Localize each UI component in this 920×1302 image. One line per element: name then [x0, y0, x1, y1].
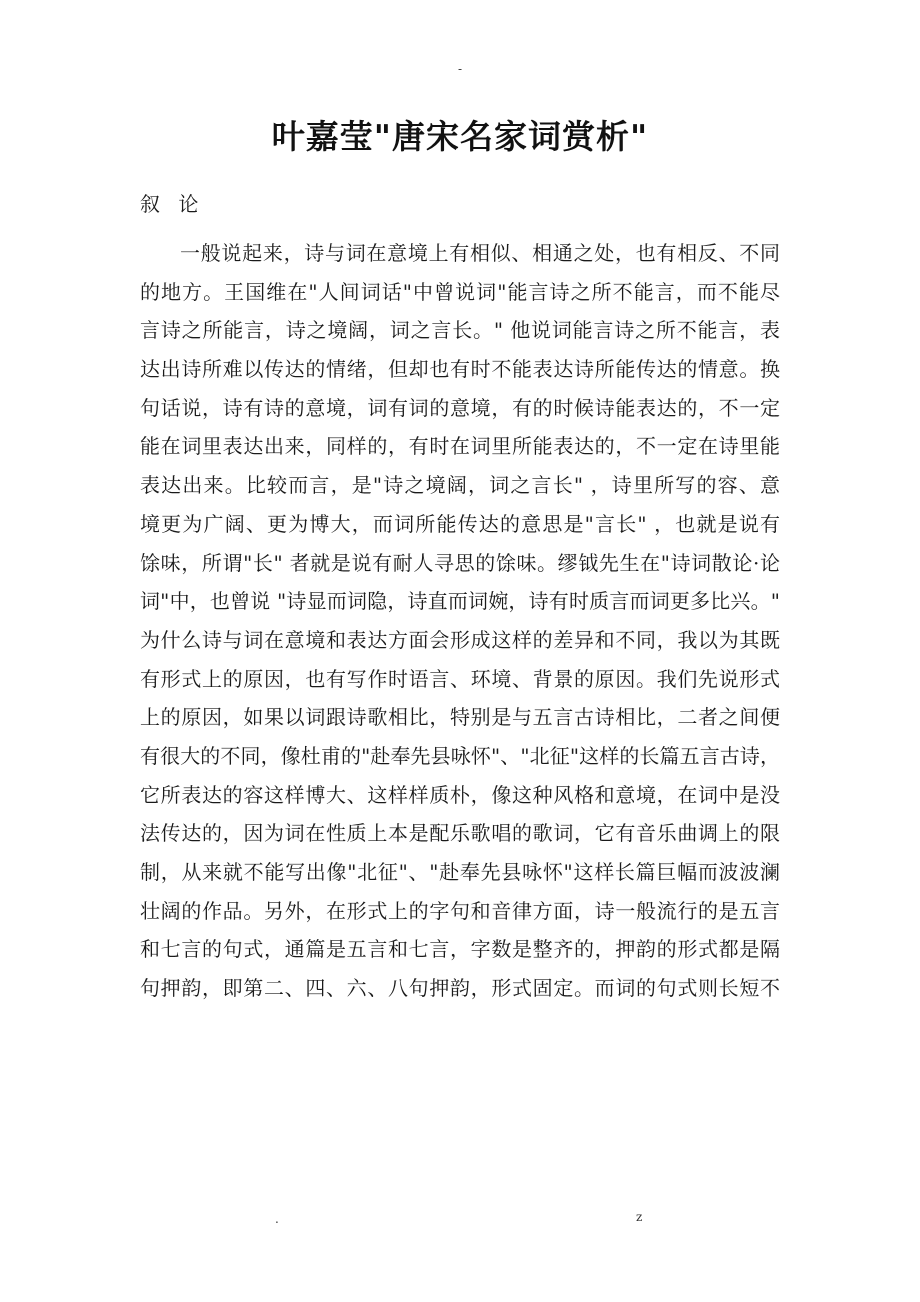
paragraph-line: 能在词里表达出来，同样的，有时在词里所能表达的，不一定在诗里能: [140, 434, 780, 459]
page-footer-left-mark: .: [275, 1212, 279, 1226]
paragraph-line: 一般说起来，诗与词在意境上有相似、相通之处，也有相反、不同: [180, 241, 780, 265]
paragraph-line: 的地方。王国维在"人间词话"中曾说词"能言诗之所不能言，而不能尽: [140, 279, 780, 304]
section-heading: 叙 论: [140, 192, 205, 216]
paragraph-line: 境更为广阔、更为博大，而词所能传达的意思是"言长" ，也就是说有: [140, 511, 780, 536]
paragraph-line: 它所表达的容这样博大、这样样质朴，像这种风格和意境，在词中是没: [140, 782, 780, 807]
paragraph-line: 有形式上的原因，也有写作时语言、环境、背景的原因。我们先说形式: [140, 666, 780, 691]
paragraph-line: 馀味，所谓"长" 者就是说有耐人寻思的馀味。缪钺先生在"诗词散论·论: [140, 550, 780, 575]
paragraph-line: 言诗之所能言，诗之境阔，词之言长。" 他说词能言诗之所不能言，表: [140, 318, 780, 343]
page-header-mark: -: [457, 62, 463, 76]
paragraph-line: 句话说，诗有诗的意境，词有词的意境，有的时候诗能表达的，不一定: [140, 395, 780, 420]
paragraph-line: 为什么诗与词在意境和表达方面会形成这样的差异和不同，我以为其既: [140, 627, 780, 652]
paragraph-line: 壮阔的作品。另外，在形式上的字句和音律方面，诗一般流行的是五言: [140, 898, 780, 923]
paragraph-line: 上的原因，如果以词跟诗歌相比，特别是与五言古诗相比，二者之间便: [140, 705, 780, 730]
paragraph-line: 法传达的，因为词在性质上本是配乐歌唱的歌词，它有音乐曲调上的限: [140, 821, 780, 846]
document-title: 叶嘉莹"唐宋名家词赏析": [271, 117, 649, 156]
paragraph-line: 词"中，也曾说 "诗显而词隐，诗直而词婉，诗有时质言而词更多比兴。": [140, 589, 780, 614]
paragraph-line: 表达出来。比较而言，是"诗之境阔，词之言长" ，诗里所写的容、意: [140, 473, 780, 498]
body-paragraph: [140, 234, 780, 1008]
paragraph-line: 有很大的不同，像杜甫的"赴奉先县咏怀"、"北征"这样的长篇五言古诗，: [140, 743, 780, 768]
paragraph-line: 达出诗所难以传达的情绪，但却也有时不能表达诗所能传达的情意。换: [140, 357, 780, 382]
paragraph-line: 制，从来就不能写出像"北征"、"赴奉先县咏怀"这样长篇巨幅而波波澜: [140, 860, 780, 884]
paragraph-line: 和七言的句式，通篇是五言和七言，字数是整齐的，押韵的形式都是隔: [140, 937, 780, 962]
paragraph-line: 句押韵，即第二、四、六、八句押韵，形式固定。而词的句式则长短不: [140, 976, 780, 1001]
page-footer-right-mark: z: [636, 1210, 643, 1224]
